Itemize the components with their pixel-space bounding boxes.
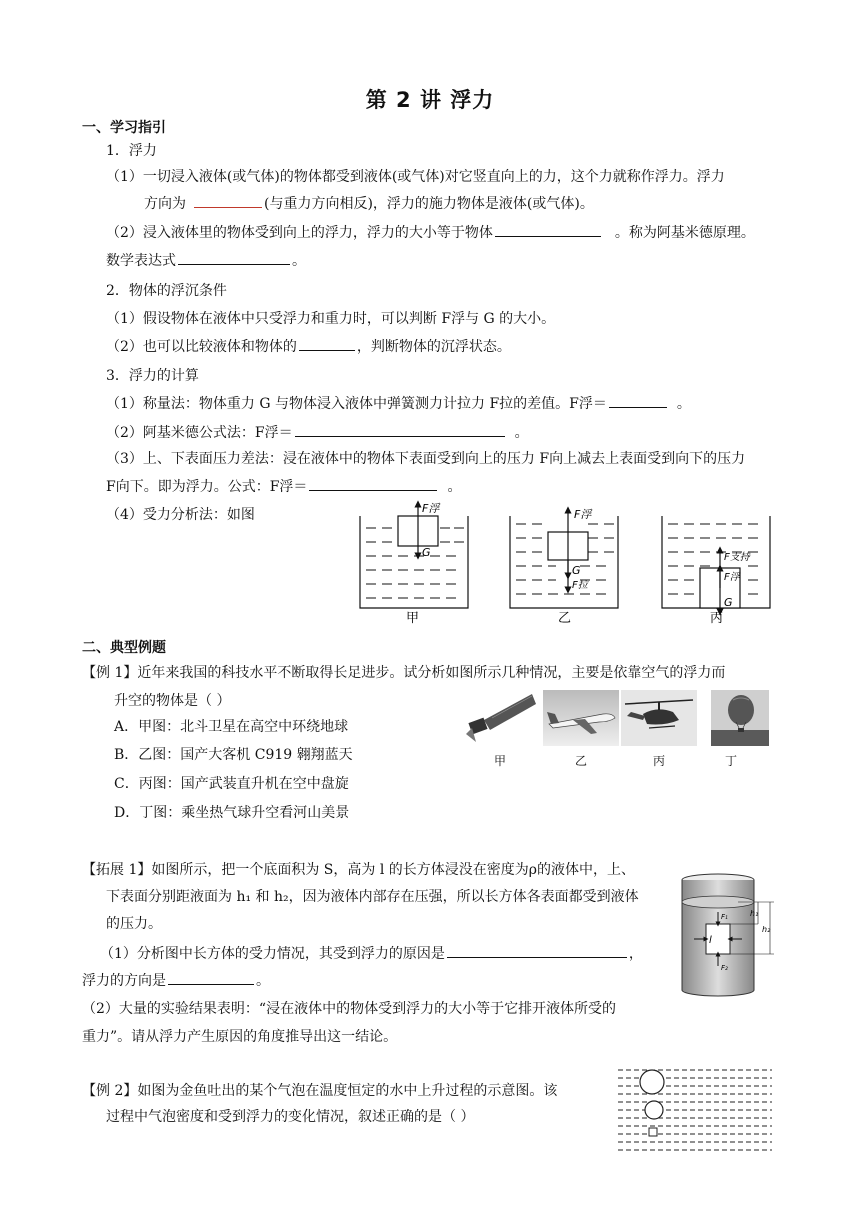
blank-reason[interactable]: [447, 943, 627, 958]
label-h2: h₂: [762, 925, 771, 934]
text: （1）称量法：物体重力 G 与物体浸入液体中弹簧测力计拉力 F拉的差值。F浮＝: [106, 396, 607, 412]
option-c[interactable]: C．丙图：国产武装直升机在空中盘旋: [114, 776, 349, 792]
text: F向下。即为浮力。公式：F浮＝: [106, 479, 308, 495]
option-d[interactable]: D．丁图：乘坐热气球升空看河山美景: [114, 805, 350, 821]
text: 方向为: [144, 196, 186, 212]
text: 浮力的方向是: [82, 973, 166, 989]
option-b[interactable]: B．乙图：国产大客机 C919 翱翔蓝天: [114, 747, 353, 763]
section-1-heading: 一、学习指引: [82, 120, 166, 136]
text: 。称为阿基米德原理。: [614, 225, 755, 241]
text: （2）也可以比较液体和物体的: [106, 339, 297, 355]
blank-compare[interactable]: [299, 336, 355, 351]
photo-caption-jia: 甲: [493, 754, 506, 768]
subheading-calculation: 3．浮力的计算: [106, 368, 199, 384]
subheading-buoyancy: 1．浮力: [106, 143, 157, 159]
bubble-small: [649, 1128, 657, 1136]
text: （1）分析图中长方体的受力情况，其受到浮力的原因是: [100, 946, 445, 962]
diagram-jia: [360, 502, 468, 608]
text: ，: [628, 946, 643, 962]
text: 。: [676, 396, 691, 412]
label-g: G: [422, 546, 431, 559]
paragraph-3-3b: [106, 476, 461, 496]
text: 。: [292, 253, 306, 269]
bubble-figure: [614, 1062, 776, 1154]
paragraph-1-1a: （1）一切浸入液体(或气体)的物体都受到液体(或气体)对它竖直向上的力，这个力就称作浮力。浮力: [106, 169, 725, 185]
label-l: l: [709, 935, 712, 946]
page-title: 第 2 讲 浮力: [365, 88, 495, 112]
airliner-image: [543, 690, 619, 746]
paragraph-3-2: [106, 422, 529, 442]
paragraph-3-1: [106, 393, 691, 413]
extension-1-stem-c: 的压力。: [106, 916, 162, 932]
paragraph-1-1b: [144, 193, 594, 213]
diagram-bing: [662, 516, 770, 612]
label-g: G: [572, 564, 581, 577]
extension-1-q2a: （2）大量的实验结果表明：“浸在液体中的物体受到浮力的大小等于它排开液体所受的: [82, 1001, 617, 1017]
example-2-stem-a: 【例 2】如图为金鱼吐出的某个气泡在温度恒定的水中上升过程的示意图。该: [82, 1083, 558, 1099]
bubble-medium: [645, 1101, 663, 1119]
paragraph-3-4: （4）受力分析法：如图: [106, 507, 255, 523]
text: 数学表达式: [106, 253, 176, 269]
text: ，判断物体的沉浮状态。: [356, 339, 511, 355]
label-f-float: F浮: [574, 508, 592, 521]
blank-pressure-diff[interactable]: [309, 476, 437, 491]
force-diagrams: [350, 498, 780, 624]
text: 。: [256, 973, 270, 989]
blank-weighing[interactable]: [609, 393, 667, 408]
label-h1: h₁: [750, 909, 759, 918]
text: 。: [447, 479, 462, 495]
diagram-yi: [510, 508, 618, 608]
subheading-float-sink: 2．物体的浮沉条件: [106, 283, 227, 299]
bubble-large: [640, 1070, 664, 1094]
example-1-stem-b: 升空的物体是（ ）: [114, 693, 231, 709]
extension-1-q1: [100, 943, 643, 963]
satellite-image: [462, 690, 538, 746]
label-f-float: F浮: [422, 502, 440, 515]
example-2-stem-b: 过程中气泡密度和受到浮力的变化情况，叙述正确的是（ ）: [106, 1109, 475, 1125]
label-f-support: F支持: [724, 552, 750, 563]
label-g: G: [724, 596, 733, 609]
blank-formula[interactable]: [178, 250, 290, 265]
caption-yi: 乙: [558, 611, 572, 624]
cylinder-figure: [678, 872, 778, 1000]
text: (与重力方向相反)，浮力的施力物体是液体(或气体)。: [264, 196, 594, 212]
label-f2: F₂: [721, 964, 728, 972]
paragraph-1-2b: [106, 250, 306, 270]
photo-caption-ding: 丁: [724, 754, 737, 768]
label-f-pull: F拉: [572, 580, 588, 591]
text: （2）浸入液体里的物体受到向上的浮力，浮力的大小等于物体: [106, 225, 493, 241]
section-2-heading: 二、典型例题: [82, 640, 166, 656]
helicopter-image: [621, 690, 697, 746]
paragraph-3-3a: （3）上、下表面压力差法：浸在液体中的物体下表面受到向上的压力 F向上减去上表面受到向下的压力: [106, 451, 746, 467]
paragraph-1-2a: [106, 222, 755, 242]
extension-1-stem-a: 【拓展 1】如图所示，把一个底面积为 S，高为 l 的长方体浸没在密度为ρ的液体中，上、: [82, 862, 636, 878]
paragraph-2-1: （1）假设物体在液体中只受浮力和重力时，可以判断 F浮与 G 的大小。: [106, 311, 556, 327]
caption-bing: 丙: [710, 611, 724, 624]
extension-1-stem-b: 下表面分别距液面为 h₁ 和 h₂，因为液体内部存在压强，所以长方体各表面都受到液体: [106, 889, 639, 905]
label-f1: F₁: [721, 913, 728, 921]
blank-archimedes-formula[interactable]: [295, 422, 505, 437]
blank-direction[interactable]: [194, 193, 262, 208]
caption-jia: 甲: [406, 611, 420, 624]
text: 。: [514, 425, 529, 441]
hot-air-balloon-image: [702, 690, 778, 746]
label-f-float: F浮: [724, 572, 740, 583]
option-a[interactable]: A．甲图：北斗卫星在高空中环绕地球: [114, 719, 349, 735]
photo-caption-bing: 丙: [652, 754, 665, 768]
example-1-stem-a: 【例 1】近年来我国的科技水平不断取得长足进步。试分析如图所示几种情况，主要是依靠空气的浮力而: [82, 665, 726, 681]
paragraph-2-2: [106, 336, 511, 356]
extension-1-q1b: [82, 970, 270, 990]
photo-caption-yi: 乙: [574, 754, 587, 768]
blank-direction-2[interactable]: [168, 970, 254, 985]
text: （2）阿基米德公式法：F浮＝: [106, 425, 293, 441]
extension-1-q2b: 重力”。请从浮力产生原因的角度推导出这一结论。: [82, 1029, 398, 1045]
blank-archimedes[interactable]: [495, 222, 601, 237]
